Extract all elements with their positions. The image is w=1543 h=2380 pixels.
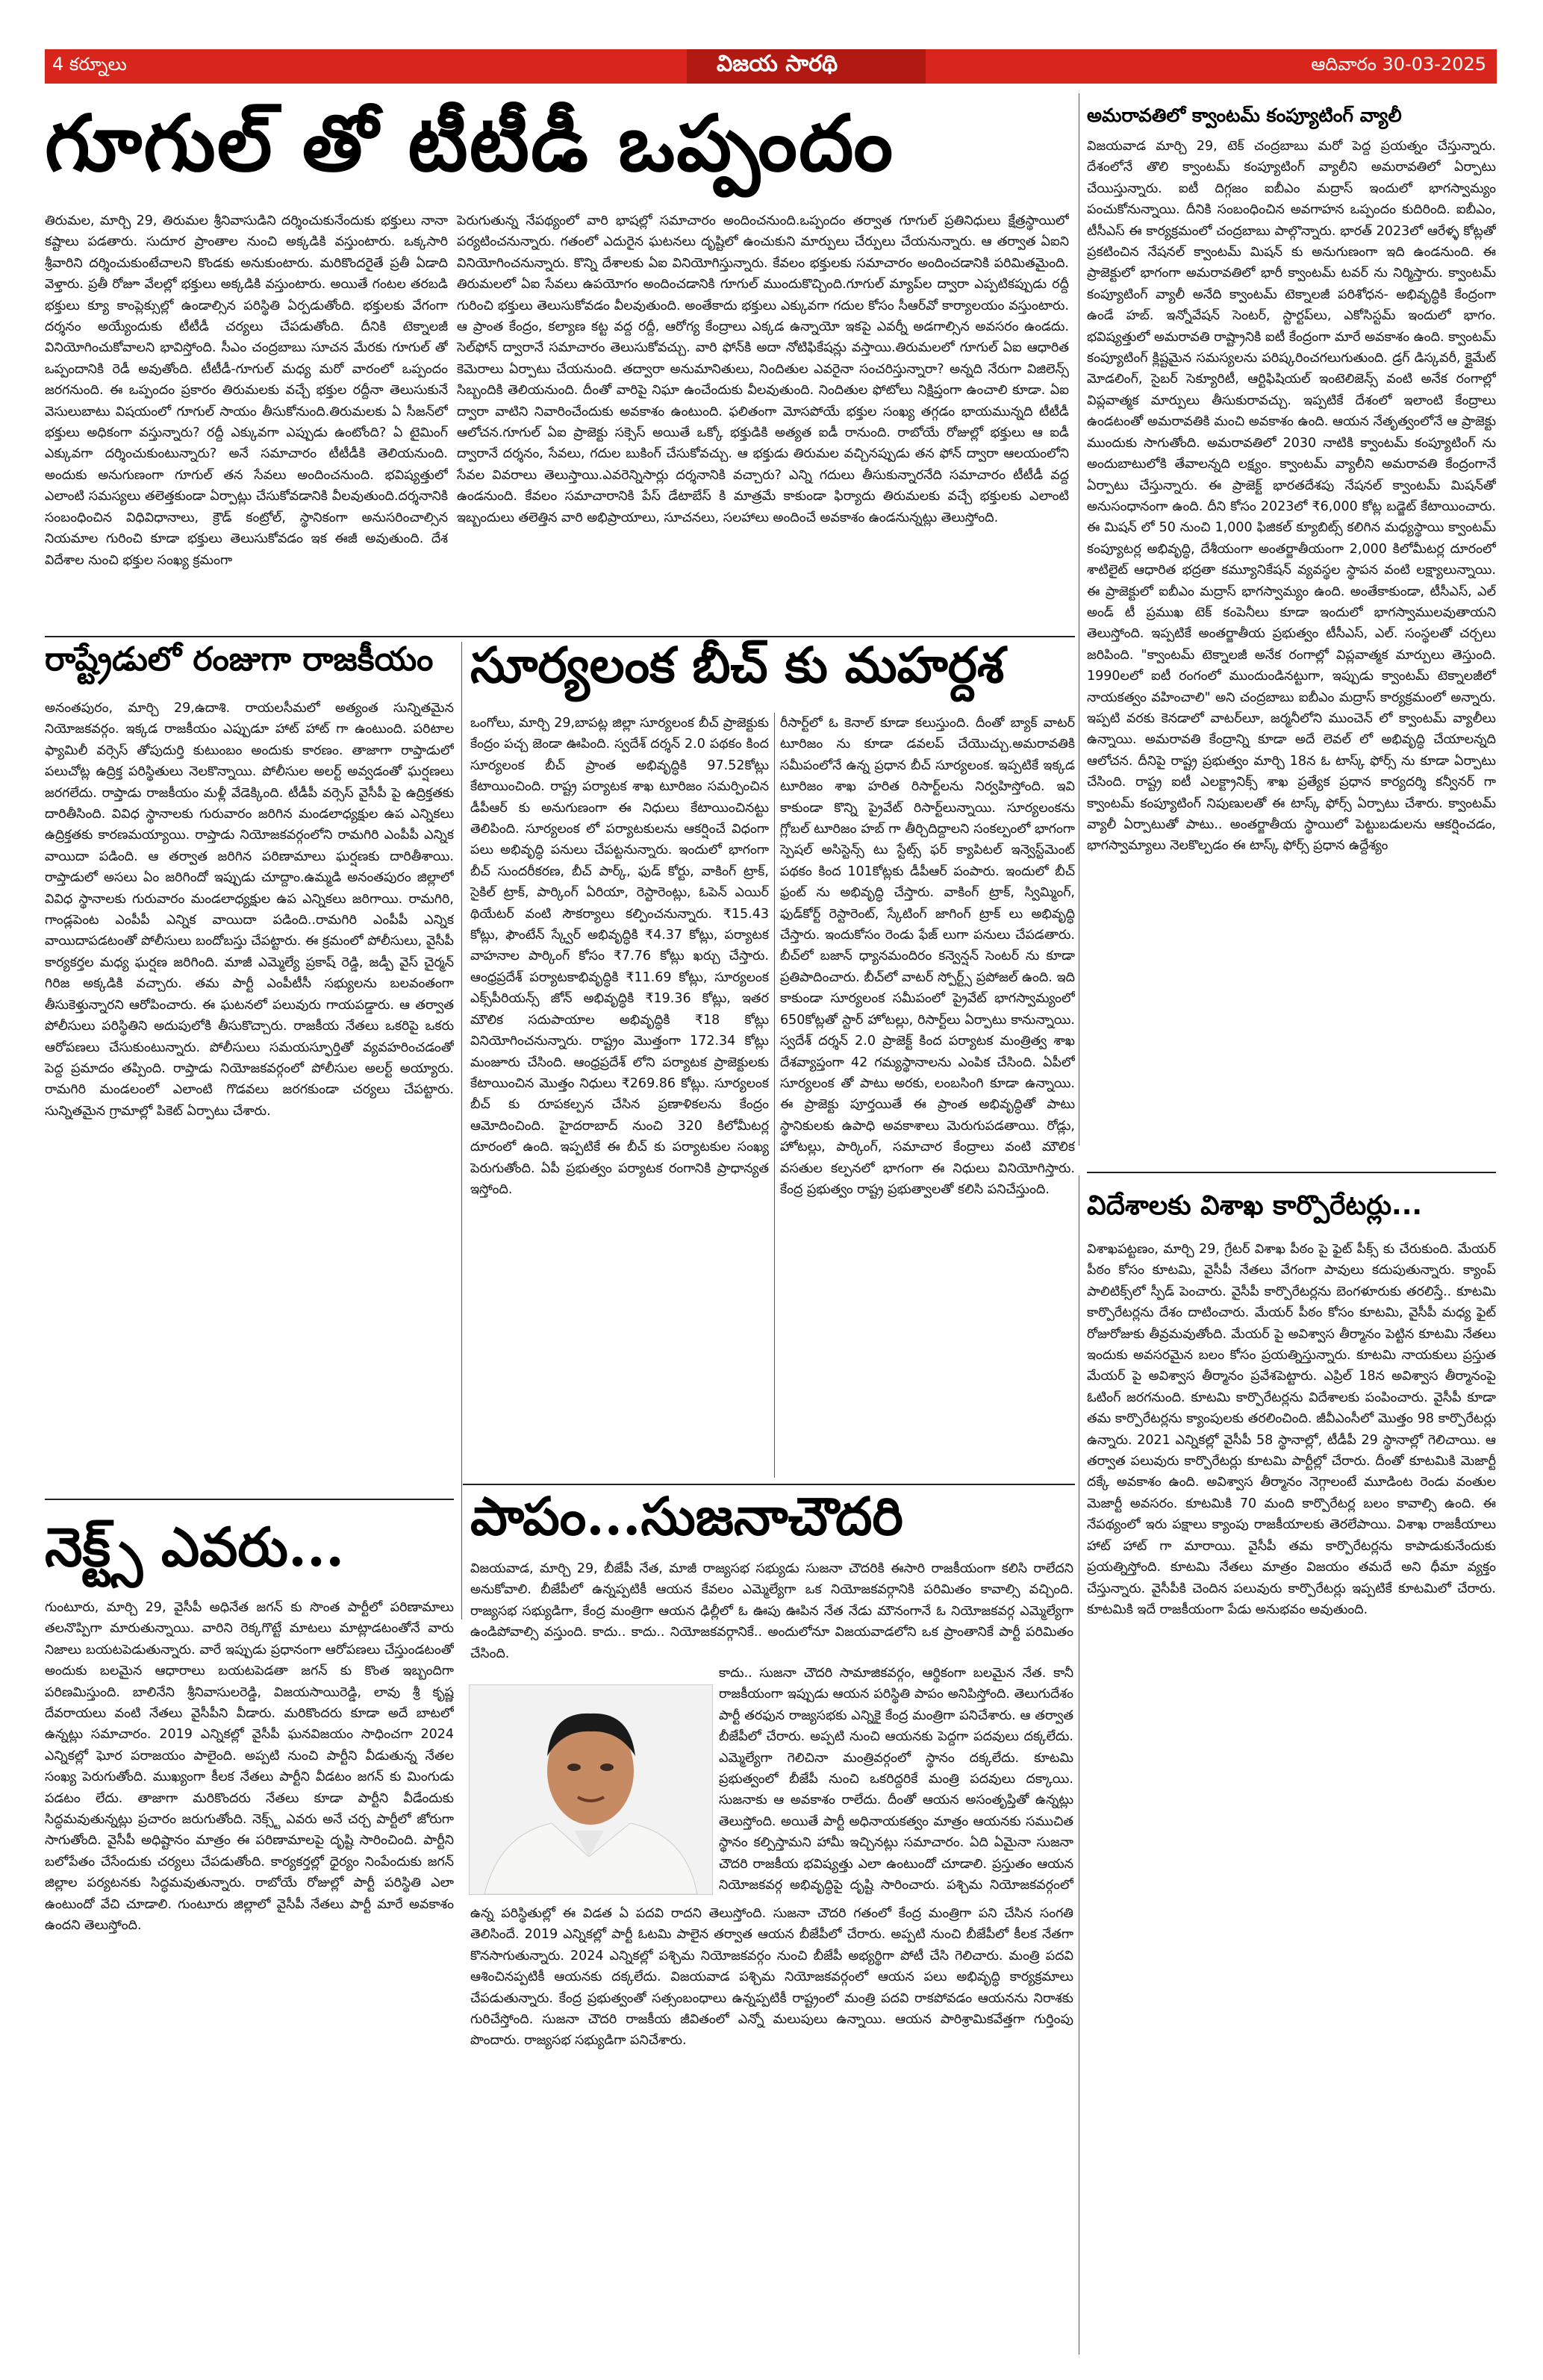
page-header [45,49,1497,84]
issue-date: ఆదివారం 30-03-2025 [1311,54,1486,75]
sujana-lead: విజయవాడ, మార్చి 29, బీజేపీ నేత, మాజీ రాజ్యసభ సభ్యుడు సుజనా చౌదరికి ఈసారి రాజకీయంగా కలిసి రాలేదని అనుకోవాలి. బీజేపీలో ఉన్నప్పటికీ ఆయన కేవలం ఎమ్మెల్యేగా ఒక నియోజకవర్గానికి పరిమితం కావాల్సి వచ్చింది. రాజ్యసభ సభ్యుడిగా, కేంద్ర మంత్రిగా ఆయన ఢిల్లీలో ఓ ఊపు ఊపిన నేత నేడు మౌనంగానే ఓ నియోజకవర్గ ఎమ్మెల్యేగా ఉండిపోవాల్సి వస్తుంది. కాదు.. కాదు.. నియోజకవర్గానికే.. అందులోనూ విజయవాడలోని ఒక ప్రాంతానికే పార్టీ పరిమితం చేసింది. [470,1561,1073,1661]
section-divider [1087,1172,1496,1173]
masthead: విజయ సారథి [717,51,838,77]
beach-column-2: రీసార్ట్‌లో ఓ కెనాల్ కూడా కలుస్తుంది. దీంతో బ్యాక్ వాటర్ టూరిజం ను కూడా డవలప్ చేయొచ్చు.అమరావతికి సమీపంలోనే ఉన్న ప్రధాన బీచ్ సూర్యలంక. ఇప్పటికే ఇక్కడ టూరిజం శాఖ హరిత రిసార్ట్‌లను నిర్వహిస్తోంది. ఇవి కాకుండా కొన్ని ప్రైవేట్ రిసార్ట్‌లున్నాయి. సూర్యలంకను గ్లోబల్ టూరిజం హబ్ గా తీర్చిదిద్దాలని సంకల్పంలో భాగంగా స్పెషల్ అసిస్టెన్స్ టు స్టేట్స్ ఫర్ క్యాపిటల్ ఇన్వెస్ట్‌మెంట్ పథకం కింద 101కోట్లకు డీపీఆర్ పంపారు. ఇందులో బీచ్ ఫ్రంట్ ను అభివృద్ధి చేస్తారు. వాకింగ్ ట్రాక్, స్విమ్మింగ్, ఫుడ్‌కోర్ట్ రెస్టారెంట్, స్కేటింగ్ జాగింగ్ ట్రాక్ లు అభివృద్ధి చేస్తారు. ఇందుకోసం రెండు ఫేజ్ లుగా పనులు చేపడతారు. బీచ్‌లో బజాన్ ధ్యానమందిరం కన్వెన్షన్ సెంటర్ ను కూడా ప్రతిపాదించారు. బీచ్‌లో వాటర్ స్పోర్ట్స్ ప్రపోజల్ ఉంది. ఇది కాకుండా సూర్యలంక సమీపంలో ప్రైవేట్ భాగస్వామ్యంలో 650కోట్లతో స్టార్ హోటల్లు, రిసార్ట్‌లు ఏర్పాటు కానున్నాయి. స్వదేశ్ దర్శన్ 2.0 ప్రాజెక్ట్ కింద పర్యాటక మంత్రిత్వ శాఖ దేశవ్యాప్తంగా 42 గమ్యస్థానాలను ఎంపిక చేసింది. ఏపీలో సూర్యలంక తో పాటు అరకు, లంబసింగి కూడా ఉన్నాయి. ఈ ప్రాజెక్టు పూర్తయితే ఈ ప్రాంత అభివృద్ధితో పాటు స్థానికులకు ఉపాధి అవకాశాలు మెరుగుపడతాయి. రోడ్లు, హోటల్లు, పార్కింగ్, సమాచార కేంద్రాలు వంటి మౌలిక వసతుల కల్పనలో భాగంగా ఈ నిధులు వినియోగిస్తారు. కేంద్ర ప్రభుత్వం రాష్ట్ర ప్రభుత్వాలతో కలిసి పనిచేస్తుంది. [780,716,1075,1197]
politics-body: అనంతపురం, మార్చి 29,ఉదాశి. రాయలసీమలో అత్యంత సున్నితమైన నియోజకవర్గం. ఇక్కడ రాజకీయం ఎప్పుడూ హాట్ హాట్ గా ఉంటుంది. పరిటాల ఫ్యామిలీ వర్సెస్ తోపుదుర్తి కుటుంబం అందుకు కారణం. తాజాగా రాప్తాడులో పలుచోట్ల ఉద్రిక్త పరిస్థితులు నెలకొన్నాయి. పోలీసుల అలర్ట్ అవ్వడంతో ఘర్షణలు జరగలేదు. రాప్తాడు రాజకీయం మళ్లీ వేడెక్కింది. టీడీపీ వర్సెస్ వైసీపీ పై ఉద్రిక్తతకు దారితీసింది. వివిధ స్థానాలకు గురువారం జరిగిన మండలాధ్యక్షుల ఉప ఎన్నికలు ఉద్రిక్తతకు కారణమయ్యాయి. రాప్తాడు నియోజకవర్గంలోని రామగిరి ఎంపీపీ ఎన్నిక వాయిదా పడింది. ఆ తర్వాత జరిగిన పరిణామాలు ఘర్షణకు దారితీశాయి. రాప్తాడులో అసలు ఏం జరిగిందో ఇప్పుడు చూద్దాం.ఉమ్మడి అనంతపురం జిల్లాలో వివిధ స్థానాలకు గురువారం మండలాధ్యక్షుల ఉప ఎన్నికలు జరిగాయి. రామగిరి, గాండ్లపెంట ఎంపీపీ ఎన్నిక వాయిదా పడింది..రామగిరి ఎంపీపీ ఎన్నిక వాయిదాపడటంతో పోలీసులు బందోబస్తు చేపట్టారు. ఈ క్రమంలో పోలీసులు, వైసీపీ కార్యకర్తల మధ్య ఘర్షణ జరిగింది. మాజీ ఎమ్మెల్యే ప్రకాష్ రెడ్డి, జడ్పీ వైస్ చైర్మన్ గిరిజ అక్కడికి వచ్చారు. తమ పార్టీ ఎంపీటీసీ సభ్యులను బలవంతంగా తీసుకెళ్తున్నారని ఆరోపించారు. ఈ ఘటనలో పలువురు గాయపడ్డారు. ఆ తర్వాత పోలీసులు పరిస్థితిని అదుపులోకి తీసుకొచ్చారు. రాజకీయ నేతలు ఒకరిపై ఒకరు ఆరోపణలు చేసుకుంటున్నారు. పోలీసులు సమయస్ఫూర్తితో వ్యవహరించడంతో పెద్ద ప్రమాదం తప్పింది. రాప్తాడు నియోజకవర్గంలో పోలీసుల అలర్ట్ అయ్యారు. రామగిరి మండలంలో ఎలాంటి గొడవలు జరగకుండా చర్యలు చేపట్టారు. సున్నితమైన గ్రామాల్లో పికెట్ ఏర్పాటు చేశారు. [45,701,454,1119]
column-divider [461,642,462,1620]
ttd-column-1: తిరుమల, మార్చి 29, తిరుమల శ్రీనివాసుడిని దర్శించుకునేందుకు భక్తులు నానా కష్టాలు పడతారు. సుదూర ప్రాంతాల నుంచి అక్కడికి వస్తుంటారు. ఒక్కసారి శ్రీవారిని దర్శించుకుంటేచాలని కొండకు అనుకుంటారు. మరికొందరైతే ప్రతీ ఏడాది వెళ్తారు. ప్రతీ రోజూ వేలల్లో భక్తులు అక్కడికి వస్తుంటారు. అయితే గంటల తరబడి భక్తులు క్యూ కాంప్లెక్సుల్లో ఉండాల్సిన పరిస్థితి ఏర్పడుతోంది. భక్తులకు వేగంగా దర్శనం అయ్యేందుకు టీటీడీ చర్యలు చేపడుతోంది. దీనికి టెక్నాలజీ వినియోగించుకోవాలని భావిస్తోంది. సీఎం చంద్రబాబు సూచన మేరకు గూగుల్ తో ఒప్పందానికి రెడీ అవుతోంది. టీటీడీ-గూగుల్ మధ్య మరో వారంలో ఒప్పందం జరగనుంది. ఈ ఒప్పందం ప్రకారం తిరుమలకు వచ్చే భక్తుల రద్దీనా తెలుసుకునే వెసులుబాటు విషయంలో గూగుల్ సాయం తీసుకోనుంది.తిరుమలకు ఏ సీజన్‌లో భక్తులు అధికంగా వస్తున్నారు? రద్దీ ఎక్కువగా ఎప్పుడు ఉంటోంది? ఏ టైమింగ్ ఎక్కువగా దర్శించుకుంటున్నారు? అనే సమాచారం టీటీడీకి తెలియనుంది. అందుకు అనుగుణంగా గూగుల్ తన సేవలు అందించనుంది. భవిష్యత్తులో ఎలాంటి సమస్యలు తలెత్తకుండా ఏర్పాట్లు చేసుకోవడానికి వీలవుతుంది.దర్శనానికి సంబంధించిన విధివిధానాలు, క్రౌడ్ కంట్రోల్, స్థానికంగా అనుసరించాల్సిన నియమాల గురించి కూడా భక్తులు తెలుసుకోవడం ఇక ఈజీ అవుతుంది. దేశ విదేశాల నుంచి భక్తుల సంఖ్య క్రమంగా [45,213,448,568]
column-divider [774,713,775,1478]
headline-quantum: అమరావతిలో క్వాంటమ్ కంప్యూటింగ్ వ్యాలీ [1087,104,1402,126]
corporators-body: విశాఖపట్టణం, మార్చి 29, గ్రేటర్ విశాఖ పీఠం పై ఫైట్ పీక్స్ కు చేరుకుంది. మేయర్ పీఠం కోసం కూటమి, వైసీపీ నేతలు వేగంగా పావులు కదుపుతున్నారు. క్యాంప్ పాలిటిక్స్‌లో స్పీడ్ పెంచారు. వైసీపీ కార్పొరేటర్లను బెంగళూరుకు తరలిస్తే.. కూటమి కార్పొరేటర్లను దేశం దాటించారు. మేయర్ పీఠం కోసం కూటమి, వైసీపీ మధ్య ఫైట్ రోజురోజుకు తీవ్రమవుతోంది. మేయర్ పై అవిశ్వాస తీర్మానం పెట్టిన కూటమి నేతలు ఇందుకు అవసరమైన బలం కోసం ప్రయత్నిస్తున్నారు. కూటమి నాయకులు ప్రస్తుత మేయర్ పై అవిశ్వాస తీర్మానం ప్రవేశపెట్టారు. ఎప్రిల్ 18న అవిశ్వాస తీర్మానంపై ఓటింగ్ జరగనుంది. కూటమి కార్పొరేటర్లను విదేశాలకు పంపించారు. వైసీపీ కూడా తమ కార్పొరేటర్లను క్యాంపులకు తరలించింది. జీవీఎంసీలో మొత్తం 98 కార్పొరేటర్లు ఉన్నారు. 2021 ఎన్నికల్లో వైసీపీ 58 స్థానాల్లో, టీడీపీ 29 స్థానాల్లో గెలిచాయి. ఆ తర్వాత పలువురు కార్పొరేటర్లు కూటమి పార్టీల్లో చేరారు. దీంతో కూటమికి మెజార్టీ దక్కే అవకాశం ఉంది. అవిశ్వాస తీర్మానం నెగ్గాలంటే మూడింట రెండు వంతుల మెజార్టీ అవసరం. కూటమికి 70 మంది కార్పొరేటర్ల బలం కావాల్సి ఉంది. ఈ నేపథ్యంలో ఇరు పక్షాలు క్యాంపు రాజకీయాలకు తెరలేపాయి. విశాఖ రాజకీయాలు హాట్ హాట్ గా మారాయి. వైసీపీ తమ కార్పొరేటర్లను కాపాడుకునేందుకు ప్రయత్నిస్తోంది. కూటమి నేతలు మాత్రం విజయం తమదే అని ధీమా వ్యక్తం చేస్తున్నారు. వైసీపీకి చెందిన పలువురు కార్పొరేటర్లు ఇప్పటికే కూటమిలో చేరారు. కూటమికి ఇదే రాజకీయంగా పేడు అనుభవం అవుతుంది. [1087,1242,1496,1617]
portrait-image [470,1685,712,1894]
headline-politics: రాష్ట్రేడులో రంజుగా రాజకీయం [45,640,434,678]
beach-column-1: ఒంగోలు, మార్చి 29,బాపట్ల జిల్లా సూర్యలంక బీచ్ ప్రాజెక్టుకు కేంద్రం పచ్చ జెండా ఊపింది. స్వదేశ్ దర్శన్ 2.0 పథకం కింద సూర్యలంక బీచ్ ప్రాంత అభివృద్ధికి 97.52కోట్లు కేటాయించింది. రాష్ట్ర పర్యాటక శాఖ టూరిజం సమర్పించిన డీపీఆర్ కు అనుగుణంగా ఈ నిధులు కేటాయించినట్టు తెలిపింది. సూర్యలంక లో పర్యాటకులను ఆకర్షించే విధంగా పలు అభివృద్ధి పనులు చేపట్టనున్నారు. ఇందులో భాగంగా బీచ్ సుందరీకరణ, బీచ్ పార్క్, ఫుడ్ కోర్టు, వాకింగ్ ట్రాక్, సైకిల్ ట్రాక్, పార్కింగ్ ఏరియా, రెస్టారెంట్లు, ఓపెన్ ఎయిర్ థియేటర్ వంటి సౌకర్యాలు కల్పించనున్నారు. ₹15.43 కోట్లు, ఫౌంటేన్ స్క్వేర్ అభివృద్ధికి ₹4.37 కోట్లు, పర్యాటక వాహనాల పార్కింగ్ కోసం ₹7.76 కోట్లు ఖర్చు చేస్తారు. ఆంధ్రప్రదేశ్ పర్యాటకాభివృద్ధికి ₹11.69 కోట్లు, సూర్యలంక ఎక్స్‌పీరియన్స్ జోన్ అభివృద్ధికి ₹19.36 కోట్లు, ఇతర మౌలిక సదుపాయాల అభివృద్ధికి ₹18 కోట్లు వినియోగించనున్నారు. రాష్ట్రం మొత్తంగా 172.34 కోట్లు మంజూరు చేసింది. ఆంధ్రప్రదేశ్ లోని పర్యాటక ప్రాజెక్టులకు కేటాయించిన మొత్తం నిధులు ₹269.86 కోట్లు. సూర్యలంక బీచ్ కు రూపకల్పన చేసిన ప్రణాళికలను కేంద్రం ఆమోదించింది. హైదరాబాద్ నుంచి 320 కిలోమీటర్ల దూరంలో ఉంది. ఇప్పటికే ఈ బీచ్ కు పర్యాటకుల సంఖ్య పెరుగుతోంది. ఏపీ ప్రభుత్వం పర్యాటక రంగానికి ప్రాధాన్యత ఇస్తోంది. [470,716,769,1197]
sujana-photo [469,1684,713,1895]
section-divider [45,1499,454,1500]
next-body: గుంటూరు, మార్చి 29, వైసీపీ అధినేత జగన్ కు సొంత పార్టీలో పరిణామాలు తలనొప్పిగా మారుతున్నాయి. వారిని రెక్కగొట్టే మాటలు మాట్లాడటంతోనే వారు నిజాలు బయటపెడుతున్నారు. వారే ఇప్పుడు ప్రధానంగా ఆరోపణలు చేస్తుండటంతో అందుకు బలమైన ఆధారాలు బయటపెడతా జగన్ కు కొంత ఇబ్బందిగా పరిణమిస్తుంది. బాలినేని శ్రీనివాసులరెడ్డి, విజయసాయిరెడ్డి, లావు శ్రీ కృష్ణ దేవరాయలు వంటి నేతలు వైసీపీని వీడారు. మరికొందరు కూడా అదే బాటలో ఉన్నట్లు సమాచారం. 2019 ఎన్నికల్లో వైసీపీ ఘనవిజయం సాధించగా 2024 ఎన్నికల్లో ఘోర పరాజయం పాలైంది. అప్పటి నుంచి పార్టీని వీడుతున్న నేతల సంఖ్య పెరుగుతోంది. ముఖ్యంగా కీలక నేతలు పార్టీని వీడటం జగన్ కు మింగుడు పడటం లేదు. తాజాగా మరికొందరు నేతలు కూడా పార్టీని వీడేందుకు సిద్ధమవుతున్నట్లు ప్రచారం జరుగుతోంది. నెక్స్ట్ ఎవరు అనే చర్చ పార్టీలో జోరుగా సాగుతోంది. వైసీపీ అధిష్టానం మాత్రం ఈ పరిణామాలపై దృష్టి సారించింది. పార్టీని బలోపేతం చేసేందుకు చర్యలు చేపడుతోంది. కార్యకర్తల్లో ధైర్యం నింపేందుకు జగన్ జిల్లాల పర్యటనకు సిద్ధమవుతున్నారు. రాబోయే రోజుల్లో పార్టీ పరిస్థితి ఎలా ఉంటుందో వేచి చూడాలి. గుంటూరు జిల్లాలో వైసీపీ నేతలు పార్టీ మారే అవకాశం ఉందని తెలుస్తోంది. [45,1600,454,1934]
ttd-column-2: పెరుగుతున్న నేపథ్యంలో వారి భాషల్లో సమాచారం అందించనుంది.ఒప్పందం తర్వాత గూగుల్ ప్రతినిధులు క్షేత్రస్థాయిలో పర్యటించనున్నారు. గతంలో ఎదురైన ఘటనలు దృష్టిలో ఉంచుకుని మార్పులు చేర్పులు చేయనున్నారు. ఆ తర్వాత ఏఐని వినియోగించనున్నారు. కొన్ని దేశాలకు ఏఐ వినియోగిస్తున్నారు. కేవలం భక్తులకు సమాచారం అందించడానికి పరిమితమైంది. తిరుమలలో ఏఐ సేవలు ఉపయోగం అందించడానికి గూగుల్ ముందుకొచ్చింది.గూగుల్ మ్యాప్‌ల ద్వారా ఎప్పటికప్పుడు రద్దీ గురించి భక్తులు తెలుసుకోవడం వీలవుతుంది. అంతేకాదు భక్తులు ఎక్కువగా గదుల కోసం సీఆర్‌వో కార్యాలయం వస్తుంటారు. ఆ ప్రాంత కేంద్రం, కల్యాణ కట్ట వద్ద రద్దీ, ఆరోగ్య కేంద్రాలు ఎక్కడ ఉన్నాయో ఇకపై ఎవర్నీ అడగాల్సిన అవసరం ఉండదు. సెల్‌ఫోన్ ద్వారానే సమాచారం తెలుసుకోవచ్చు. వారి ఫోన్‌కి అదా నోటిఫికేషన్లు వస్తాయి.తిరుమలలో గూగుల్ ఏఐ ఆధారిత కెమెరాలు ఏర్పాటు చేయనుంది. తద్వారా అనుమానితులు, నిందితుల ఎవరైనా సంచరిస్తున్నారా? అన్నది నేరుగా విజిలెన్స్ సిబ్బందికి తెలియనుంది. దీంతో వారిపై నిఘా ఉంచేందుకు వీలవుతుంది. నిందితుల ఫోటోలు నిక్షిప్తంగా ఉంచాలి కూడా. ఏఐ ద్వారా వాటిని నివారించేందుకు అవకాశం ఉంటుంది. ఫలితంగా మోసపోయే భక్తుల సంఖ్య తగ్గడం భాయమున్నది టీటీడీ ఆలోచన.గూగుల్ ఏఐ ప్రాజెక్టు సక్సెస్ అయితే ఒక్కో భక్తుడికి అత్యత ఐడీ రానుంది. రాబోయే రోజుల్లో భక్తులు ఆ ఐడీ ద్వారానే దర్శనం, సేవలు, గదుల బుకింగ్ చేసుకోవచ్చు. ఆ భక్తుడు తిరుమల వచ్చినప్పుడు తన ఫోన్ ద్వారా ఆలయంలోని సేవల వివరాలు తెలుస్తాయి.ఎవరెన్నిసార్లు దర్శనానికి వచ్చారు? ఎన్ని గదులు తీసుకున్నారనేది సమాచారం టీటీడీ వద్ద ఉండనుంది. కేవలం సమాచారానికి పేస్ డేటాబేస్ కి మాత్రమే కాకుండా ఫిర్యాదు తిరుమలకు వచ్చే భక్తులకు ఎలాంటి ఇబ్బందులు తలెత్తిన వారి అభిప్రాయాలు, సూచనలు, సలహాలు అందించే అవకాశం ఉండనున్నట్లు తెలుస్తోంది. [457,213,1069,525]
sujana-column-2: కాదు.. సుజనా చౌదరి సామాజికవర్గం, ఆర్థికంగా బలమైన నేత. కానీ రాజకీయంగా ఇప్పుడు ఆయన పరిస్థితి పాపం అనిపిస్తోంది. తెలుగుదేశం పార్టీ తరఫున రాజ్యసభకు ఎన్నికై కేంద్ర మంత్రిగా పనిచేశారు. ఆ తర్వాత బీజేపీలో చేరారు. అప్పటి నుంచి ఆయనకు పెద్దగా పదవులు దక్కలేదు. ఎమ్మెల్యేగా గెలిచినా మంత్రివర్గంలో స్థానం దక్కలేదు. కూటమి ప్రభుత్వంలో బీజేపీ నుంచి ఒకరిద్దరికే మంత్రి పదవులు దక్కాయి. సుజనాకు ఆ అవకాశం రాలేదు. దీంతో ఆయన అసంతృప్తితో ఉన్నట్లు తెలుస్తోంది. అయితే పార్టీ అధినాయకత్వం మాత్రం ఆయనకు సముచిత స్థానం కల్పిస్తామని హామీ ఇచ్చినట్లు సమాచారం. ఏది ఏమైనా సుజనా చౌదరి రాజకీయ భవిష్యత్తు ఎలా ఉంటుందో చూడాలి. ప్రస్తుతం ఆయన నియోజకవర్గ అభివృద్ధిపై దృష్టి సారించారు. పశ్చిమ నియోజకవర్గంలో [719,1666,1073,1893]
page-number-label: 4 కర్నూలు [52,54,127,75]
sujana-column-1: ఉన్న పరిస్థితుల్లో ఈ విడత ఏ పదవి రాదని తెలుస్తోంది. సుజనా చౌదరి గతంలో కేంద్ర మంత్రిగా పని చేసిన సంగతి తెలిసిందే. 2019 ఎన్నికల్లో పార్టీ ఓటమి పాలైన తర్వాత ఆయన బీజేపీలో చేరారు. అప్పటి నుంచి బీజేపీలో కీలక నేతగా కొనసాగుతున్నారు. 2024 ఎన్నికల్లో పశ్చిమ నియోజకవర్గం నుంచి బీజేపీ అభ్యర్థిగా పోటీ చేసి గెలిచారు. మంత్రి పదవి ఆశించినప్పటికీ ఆయనకు దక్కలేదు. విజయవాడ పశ్చిమ నియోజకవర్గంలో ఆయన పలు అభివృద్ధి కార్యక్రమాలు చేపడుతున్నారు. కేంద్ర ప్రభుత్వంతో సత్సంబంధాలు ఉన్నప్పటికీ రాష్ట్రంలో మంత్రి పదవి రాకపోవడం ఆయనను నిరాశకు గురిచేస్తోంది. సుజనా చౌదరి రాజకీయ జీవితంలో ఎన్నో మలుపులు ఉన్నాయి. ఆయన పారిశ్రామికవేత్తగా గుర్తింపు పొందారు. రాజ్యసభ సభ్యుడిగా పనిచేశారు. [470,1906,1073,2049]
quantum-body: విజయవాడ మార్చి 29, టెక్ చంద్రబాబు మరో పెద్ద ప్రయత్నం చేస్తున్నారు. దేశంలోనే తొలి క్వాంటమ్ కంప్యూటింగ్ వ్యాలీని అమరావతిలో ఏర్పాటు చేయిస్తున్నారు. ఐటీ దిగ్గజం ఐబీఎం మద్రాస్ ఇందులో భాగస్వామ్యం పంచుకోనున్నాయి. దీనికి సంబంధించిన అవగాహన ఒప్పందం కుదిరింది. ఐబీఎం, టీసీఎస్ ఈ కార్యక్రమంలో చంద్రబాబు పాల్గొన్నారు. భారత్ 2023లో ఆరేళ్ళ కోట్లతో ప్రకటించిన నేషనల్ క్వాంటమ్ మిషన్ కు అనుగుణంగా ఇది ఉండనుంది. ఈ ప్రాజెక్టులో భాగంగా అమరావతిలో భారీ క్వాంటమ్ టవర్ ను నిర్మిస్తారు. క్వాంటమ్ కంప్యూటింగ్ వ్యాలీ అనేది క్వాంటమ్ టెక్నాలజీ పరిశోధన- అభివృద్ధికి కేంద్రంగా ఉండే హబ్. ఇన్నోవేషన్ సెంటర్, స్టార్టప్‌లు, ఎకోసిస్టమ్ ఇందులో భాగం. భవిష్యత్తులో అమరావతి రాష్ట్రానికి ఐటీ కేంద్రంగా మారే అవకాశం ఉంది. క్వాంటమ్ కంప్యూటింగ్ క్లిష్టమైన సమస్యలను పరిష్కరించగలుగుతుంది. డ్రగ్ డిస్కవరీ, క్లైమేట్ మోడలింగ్, సైబర్ సెక్యూరిటీ, ఆర్టిఫిషియల్ ఇంటెలిజెన్స్ వంటి అనేక రంగాల్లో విప్లవాత్మక మార్పులు తీసుకురావచ్చు. ఇప్పటికే దేశంలో ఇలాంటి కేంద్రాలు ఉండటంతో అమరావతికి మంచి అవకాశం ఉంది. ఆయన నేతృత్వంలోనే ఆ ప్రాజెక్టు ముందుకు సాగుతోంది. అమరావతిలో 2030 నాటికి క్వాంటమ్ కంప్యూటింగ్ ను అందుబాటులోకి తేవాలన్నది లక్ష్యం. క్వాంటమ్ వ్యాలీని అమరావతి కేంద్రంగానే ఏర్పాటు చేస్తున్నారు. ఈ ప్రాజెక్ట్ భారతదేశపు నేషనల్ క్వాంటమ్ మిషన్‌తో అనుసంధానంగా ఉంది. దీని కోసం 2023లో ₹6,000 కోట్ల బడ్జెట్ కేటాయించారు. ఈ మిషన్ లో 50 నుంచి 1,000 ఫిజికల్ క్యూబిట్స్ కలిగిన మధ్యస్థాయి క్వాంటమ్ కంప్యూటర్ల అభివృద్ధి, దేశీయంగా అంతర్జాతీయంగా 2,000 కిలోమీటర్ల దూరంలో శాటిలైట్ ఆధారిత భద్రతా కమ్యూనికేషన్ వ్యవస్థల స్థాపన వంటి లక్ష్యాలున్నాయి. ఈ ప్రాజెక్టులో ఐబీఎం మద్రాస్ భాగస్వామ్యం ఉంది. అంతేకాకుండా, టీసీఎస్, ఎల్ అండ్ టీ ప్రముఖ టెక్ కంపెనీలు కూడా ఇందులో భాగస్వాములవుతాయని తెలుస్తోంది. ఇప్పటికే అంతర్జాతీయ ప్రభుత్వం టీసీఎస్, ఎల్. సంస్థలతో చర్చలు జరిపింది. "క్వాంటమ్ టెక్నాలజీ అనేక రంగాల్లో విప్లవాత్మక మార్పులు తెస్తుంది. 1990లలో ఐటీ రంగంలో ముందుండినట్టుగా, ఇప్పుడు క్వాంటమ్ టెక్నాలజీలో నాయకత్వం వహించాలి" అని చంద్రబాబు ఐబీఎం మద్రాస్ కార్యక్రమంలో అన్నారు. ఇప్పటి వరకు కెనడాలో వాటర్‌లూ, జర్మనీలోని ముంచెన్ లో క్వాంటమ్ వ్యాలీలు ఉన్నాయి. అమరావతి కేంద్రాన్ని కూడా అదే లెవల్ లో అభివృద్ధి చేయాలన్నది ఆలోచన. దీనిపై రాష్ట్ర ప్రభుత్వం మార్చి 18న ఓ టాస్క్ ఫోర్స్ ను కూడా ఏర్పాటు చేసింది. రాష్ట్ర ఐటీ ఎలక్ట్రానిక్స్ శాఖ ప్రత్యేక ప్రధాన కార్యదర్శి కన్వీనర్ గా క్వాంటమ్ కంప్యూటింగ్ నిపుణులతో ఈ టాస్క్ ఫోర్స్ ఏర్పాటు చేశారు. క్వాంటమ్ వ్యాలీ ఏర్పాటుతో పాటు.. అంతర్జాతీయ స్థాయిలో పెట్టుబడులను ఆకర్షించడం, భాగస్వామ్యాలు నెలకొల్పడం ఈ టాస్క్ ఫోర్స్ ప్రధాన ఉద్దేశ్యం [1087,139,1496,854]
headline-ttd: గూగుల్ తో టీటీడీ ఒప్పందం [45,97,895,189]
headline-next: నెక్ట్స్ ఎవరు... [45,1515,345,1578]
headline-sujana: పాపం...సుజనాచౌదరి [470,1485,903,1547]
headline-beach: సూర్యలంక బీచ్ కు మహర్దశ [470,636,1005,694]
headline-corporators: విదేశాలకు విశాఖ కార్పొరేటర్లు... [1087,1190,1423,1221]
